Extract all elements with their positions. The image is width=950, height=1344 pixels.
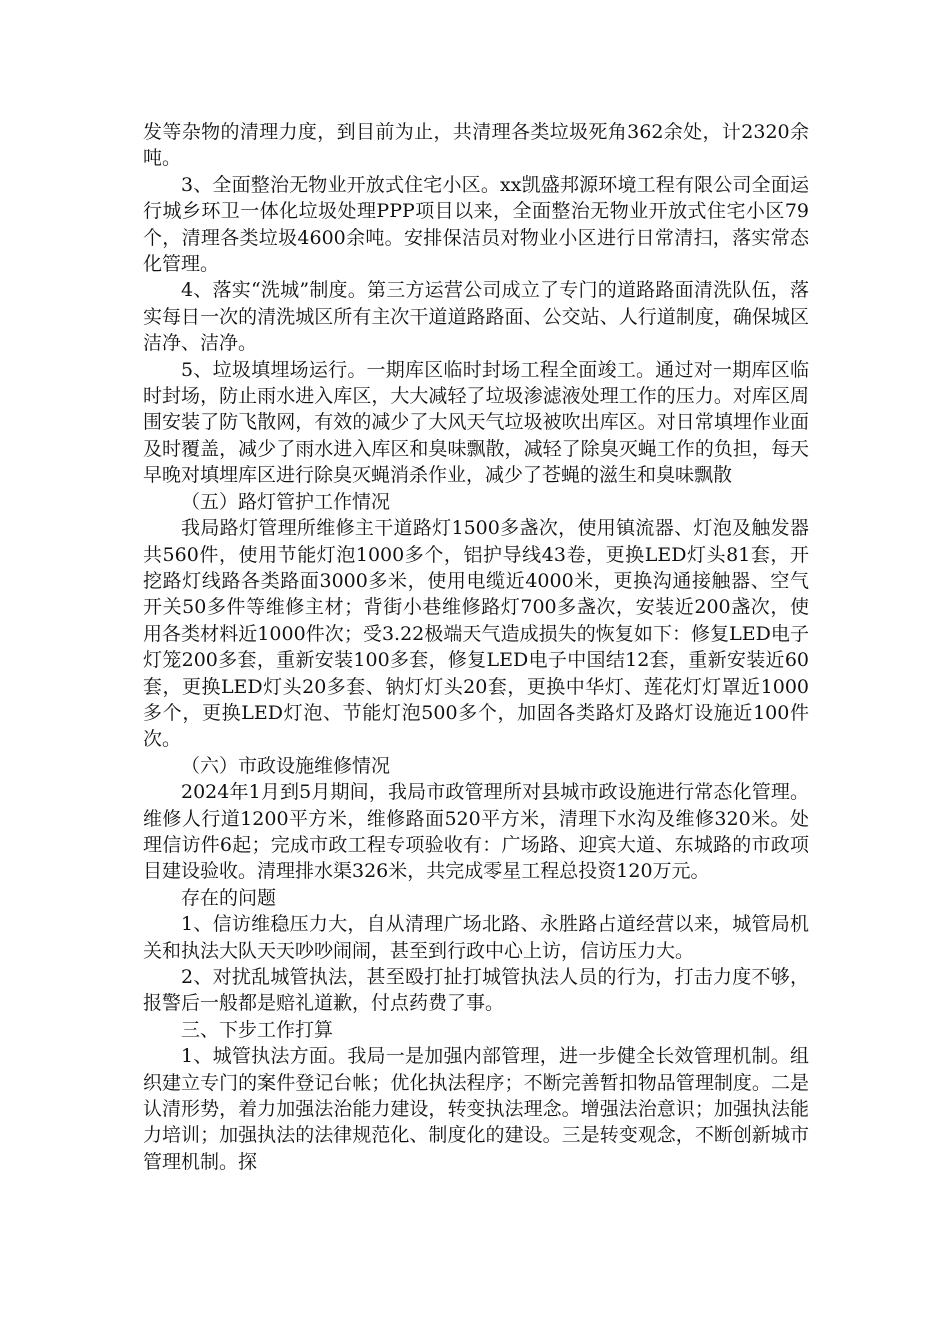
paragraph-residential-areas: 3、全面整治无物业开放式住宅小区。xx凯盛邦源环境工程有限公司全面运行城乡环卫一体化垃圾处理PPP项目以来，全面整治无物业开放式住宅小区79个，清理各类垃圾4600余吨。安排保洁员对物业小区进行日常清扫，落实常态化管理。	[143, 173, 809, 276]
section-heading-next-steps: 三、下步工作打算	[181, 1018, 334, 1041]
paragraph-enforcement: 1、城管执法方面。我局一是加强内部管理，进一步健全长效管理机制。组织建立专门的案件登记台帐；优化执法程序；不断完善暂扣物品管理制度。二是认清形势，着力加强法治能力建设，转变执法理念。增强法治意识；加强执法能力培训；加强执法的法律规范化、制度化的建设。三是转变观念，不断创新城市管理机制。探	[143, 1045, 809, 1173]
paragraph-continuation: 发等杂物的清理力度，到目前为止，共清理各类垃圾死角362余处，计2320余吨。	[143, 121, 809, 170]
paragraph-streetlights: 我局路灯管理所维修主干道路灯1500多盏次，使用镇流器、灯泡及触发器共560件，使用节能灯泡1000多个，铝护导线43卷，更换LED灯头81套，开挖路灯线路各类路面3000多米，使用电缆近4000米，更换沟通接触器、空气开关50多件等维修主材；背街小巷维修路灯700多盏次，安装近200盏次，使用各类材料近1000件次；受3.22极端天气造成损失的恢复如下：修复LED电子灯笼200多套，重新安装100多套，修复LED电子中国结12套，重新安装近60套，更换LED灯头20多套、钠灯灯头20套，更换中华灯、莲花灯灯罩近1000多个，更换LED灯泡、节能灯泡500多个，加固各类路灯及路灯设施近100件次。	[143, 517, 809, 751]
section-heading-municipal: （六）市政设施维修情况	[181, 754, 391, 777]
section-heading-problems: 存在的问题	[181, 886, 277, 909]
paragraph-problem-2: 2、对扰乱城管执法，甚至殴打扯打城管执法人员的行为，打击力度不够，报警后一般都是赔礼道歉，付点药费了事。	[143, 966, 809, 1015]
document-page	[143, 119, 809, 1175]
paragraph-problem-1: 1、信访维稳压力大，自从清理广场北路、永胜路占道经营以来，城管局机关和执法大队天天吵吵闹闹，甚至到行政中心上访，信访压力大。	[143, 913, 809, 962]
paragraph-city-washing: 4、落实“洗城”制度。第三方运营公司成立了专门的道路路面清洗队伍，落实每日一次的清洗城区所有主次干道道路路面、公交站、人行道制度，确保城区洁净、洁净。	[143, 279, 809, 355]
paragraph-landfill: 5、垃圾填埋场运行。一期库区临时封场工程全面竣工。通过对一期库区临时封场，防止雨水进入库区，大大减轻了垃圾渗滤液处理工作的压力。对库区周围安装了防飞散网，有效的减少了大风天气垃圾被吹出库区。对日常填埋作业面及时覆盖，减少了雨水进入库区和臭味飘散，减轻了除臭灭蝇工作的负担，每天早晚对填埋库区进行除臭灭蝇消杀作业，减少了苍蝇的滋生和臭味飘散	[143, 358, 809, 487]
section-heading-streetlights: （五）路灯管护工作情况	[181, 490, 391, 513]
paragraph-municipal: 2024年1月到5月期间，我局市政管理所对县城市政设施进行常态化管理。维修人行道1200平方米，维修路面520平方米，清理下水沟及维修320米。处理信访件6起；完成市政工程专项验收有：广场路、迎宾大道、东城路的市政项目建设验收。清理排水渠326米，共完成零星工程总投资120万元。	[143, 781, 809, 883]
